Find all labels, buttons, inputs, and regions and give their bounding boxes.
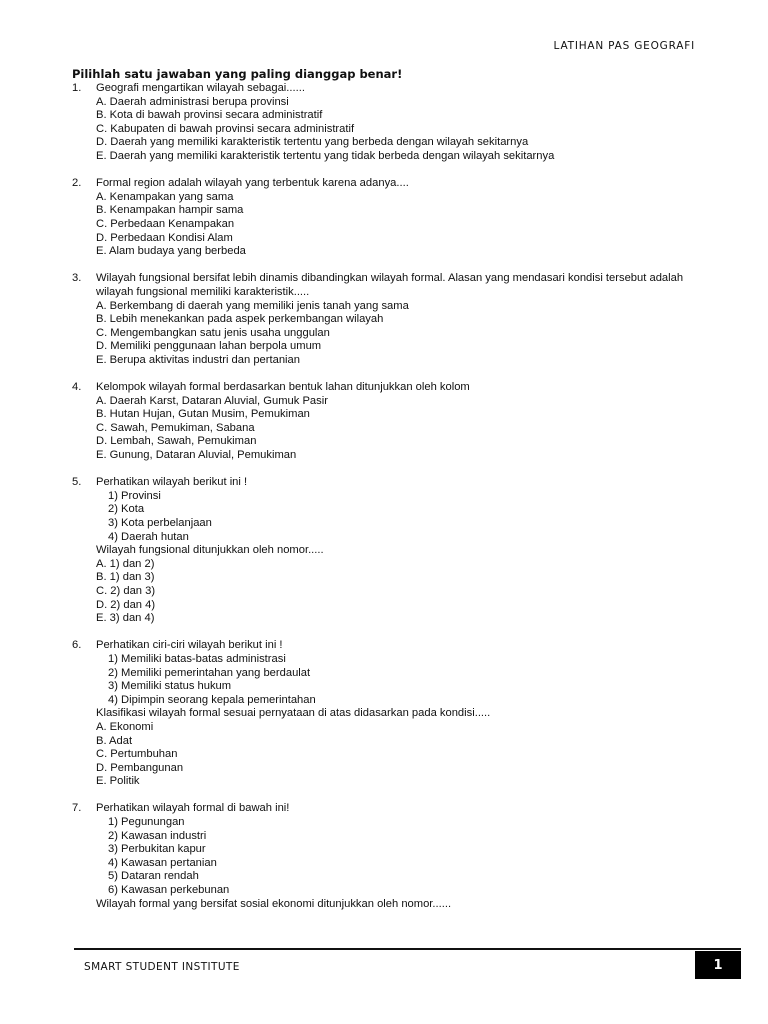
answer-option-a: A. Daerah Karst, Dataran Aluvial, Gumuk Pasir bbox=[96, 394, 328, 407]
answer-option-e: E. Berupa aktivitas industri dan pertanian bbox=[96, 353, 300, 366]
answer-option-e: E. Daerah yang memiliki karakteristik tertentu yang tidak berbeda dengan wilayah sekitarnya bbox=[96, 149, 555, 162]
statement-item: 1) Pegunungan bbox=[108, 816, 185, 829]
answer-option-b: B. Kenampakan hampir sama bbox=[96, 204, 244, 217]
question-3 bbox=[72, 272, 712, 367]
statement-item: 2) Kota bbox=[108, 503, 145, 516]
question-text: Perhatikan ciri-ciri wilayah berikut ini ! bbox=[96, 639, 283, 652]
question-7 bbox=[72, 802, 712, 911]
answer-option-b: B. Lebih menekankan pada aspek perkembangan wilayah bbox=[96, 313, 384, 326]
statement-item: 4) Daerah hutan bbox=[108, 530, 189, 543]
statement-item: 6) Kawasan perkebunan bbox=[108, 884, 230, 897]
answer-option-c: C. Kabupaten di bawah provinsi secara administratif bbox=[96, 122, 355, 135]
question-number: 4. bbox=[72, 381, 82, 394]
instruction-text: Pilihlah satu jawaban yang paling dianggap benar! bbox=[72, 67, 403, 81]
statement-item: 5) Dataran rendah bbox=[108, 870, 199, 883]
question-6 bbox=[72, 639, 712, 789]
answer-option-d: D. Daerah yang memiliki karakteristik tertentu yang berbeda dengan wilayah sekitarnya bbox=[96, 136, 529, 149]
statement-item: 2) Kawasan industri bbox=[108, 829, 207, 842]
statement-item: 1) Memiliki batas-batas administrasi bbox=[108, 652, 286, 665]
answer-option-d: D. Perbedaan Kondisi Alam bbox=[96, 231, 233, 244]
answer-option-e: E. 3) dan 4) bbox=[96, 612, 155, 625]
question-text: Geografi mengartikan wilayah sebagai...... bbox=[96, 82, 305, 94]
answer-option-a: A. 1) dan 2) bbox=[96, 557, 155, 570]
question-number: 5. bbox=[72, 476, 82, 489]
question-text: Formal region adalah wilayah yang terbentuk karena adanya.... bbox=[96, 177, 409, 190]
footer-institute: SMART STUDENT INSTITUTE bbox=[84, 961, 240, 973]
answer-option-c: C. Perbedaan Kenampakan bbox=[96, 217, 235, 230]
answer-option-a: A. Ekonomi bbox=[96, 720, 154, 733]
answer-option-b: B. 1) dan 3) bbox=[96, 571, 155, 584]
answer-option-b: B. Adat bbox=[96, 734, 133, 747]
statement-item: 3) Memiliki status hukum bbox=[108, 680, 232, 693]
question-prompt: Wilayah fungsional ditunjukkan oleh nomor..... bbox=[96, 544, 324, 557]
answer-option-b: B. Hutan Hujan, Gutan Musim, Pemukiman bbox=[96, 408, 310, 421]
answer-option-e: E. Politik bbox=[96, 775, 140, 788]
answer-option-e: E. Gunung, Dataran Aluvial, Pemukiman bbox=[96, 449, 297, 462]
statement-item: 4) Kawasan pertanian bbox=[108, 856, 217, 869]
question-text: Kelompok wilayah formal berdasarkan bentuk lahan ditunjukkan oleh kolom bbox=[96, 381, 470, 394]
statement-item: 3) Kota perbelanjaan bbox=[108, 517, 212, 529]
question-1 bbox=[72, 82, 712, 164]
footer-divider bbox=[74, 948, 741, 950]
question-prompt: Klasifikasi wilayah formal sesuai pernyataan di atas didasarkan pada kondisi..... bbox=[96, 707, 491, 720]
answer-option-a: A. Daerah administrasi berupa provinsi bbox=[96, 95, 289, 108]
answer-option-c: C. Mengembangkan satu jenis usaha unggulan bbox=[96, 326, 330, 339]
question-number: 3. bbox=[72, 272, 82, 285]
question-text: Perhatikan wilayah berikut ini ! bbox=[96, 476, 248, 489]
answer-option-b: B. Kota di bawah provinsi secara administratif bbox=[96, 109, 323, 122]
statement-item: 1) Provinsi bbox=[108, 489, 161, 502]
statement-item: 3) Perbukitan kapur bbox=[108, 843, 206, 856]
header-title: LATIHAN PAS GEOGRAFI bbox=[553, 40, 695, 52]
answer-option-c: C. Sawah, Pemukiman, Sabana bbox=[96, 421, 255, 434]
question-list bbox=[72, 82, 712, 925]
question-text: Perhatikan wilayah formal di bawah ini! bbox=[96, 802, 290, 815]
question-number: 1. bbox=[72, 82, 82, 94]
answer-option-c: C. Pertumbuhan bbox=[96, 748, 178, 761]
question-prompt: Wilayah formal yang bersifat sosial ekonomi ditunjukkan oleh nomor...... bbox=[96, 897, 452, 910]
answer-option-d: D. Lembah, Sawah, Pemukiman bbox=[96, 435, 257, 448]
answer-option-c: C. 2) dan 3) bbox=[96, 584, 156, 597]
question-number: 7. bbox=[72, 802, 82, 815]
question-4 bbox=[72, 381, 712, 463]
statement-item: 2) Memiliki pemerintahan yang berdaulat bbox=[108, 666, 311, 679]
question-text: Wilayah fungsional bersifat lebih dinamis dibandingkan wilayah formal. Alasan yang mendasari kondisi tersebut adalah wilayah fungsional memiliki karakteristik..... bbox=[96, 272, 684, 298]
answer-option-d: D. Pembangunan bbox=[96, 761, 184, 774]
question-5 bbox=[72, 476, 712, 626]
answer-option-a: A. Kenampakan yang sama bbox=[96, 190, 234, 203]
answer-option-a: A. Berkembang di daerah yang memiliki jenis tanah yang sama bbox=[96, 299, 409, 312]
question-2 bbox=[72, 177, 712, 259]
question-number: 6. bbox=[72, 639, 82, 652]
answer-option-e: E. Alam budaya yang berbeda bbox=[96, 245, 246, 258]
answer-option-d: D. Memiliki penggunaan lahan berpola umum bbox=[96, 340, 322, 353]
statement-item: 4) Dipimpin seorang kepala pemerintahan bbox=[108, 693, 316, 706]
page-number: 1 bbox=[695, 951, 741, 979]
answer-option-d: D. 2) dan 4) bbox=[96, 598, 156, 611]
question-number: 2. bbox=[72, 177, 82, 190]
